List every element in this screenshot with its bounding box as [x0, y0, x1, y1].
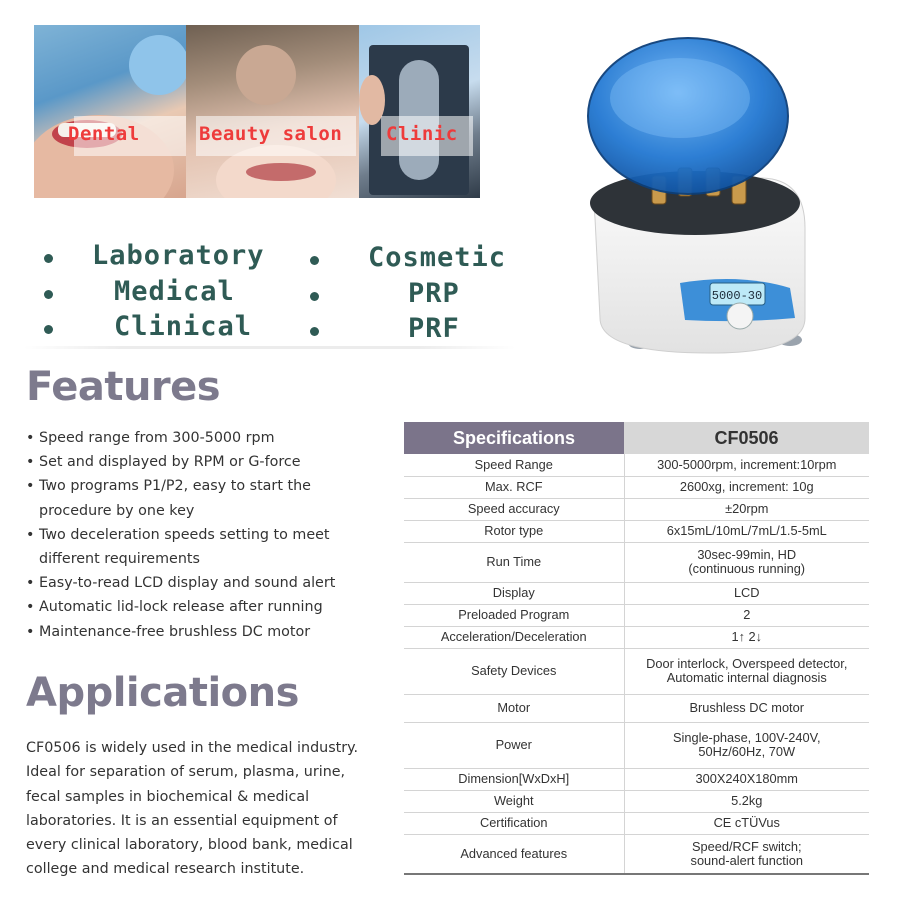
spec-row [404, 834, 869, 874]
lcd-readout: 5000-30 [711, 289, 763, 303]
spec-key: Display [404, 582, 624, 604]
spec-body [404, 454, 869, 874]
beauty-salon-photo [186, 25, 359, 198]
bullet-dot [44, 254, 53, 263]
spec-row [404, 520, 869, 542]
specifications-table [404, 422, 869, 875]
dental-photo [34, 25, 186, 198]
spec-value: Door interlock, Overspeed detector, Automatic internal diagnosis [624, 648, 869, 694]
spec-key: Dimension[WxDxH] [404, 768, 624, 790]
bullet-dot [310, 327, 319, 336]
spec-row [404, 790, 869, 812]
spec-value: CE cTÜVus [624, 812, 869, 834]
use-cosmetic: Cosmetic [368, 242, 507, 273]
spec-row [404, 812, 869, 834]
spec-row [404, 476, 869, 498]
use-medical: Medical [114, 276, 235, 307]
features-list [26, 426, 386, 644]
spec-value: 6x15mL/10mL/7mL/1.5-5mL [624, 520, 869, 542]
feature-item: • Set and displayed by RPM or G-force [26, 450, 386, 474]
spec-key: Acceleration/Deceleration [404, 626, 624, 648]
application-banner [34, 25, 480, 198]
spec-row [404, 626, 869, 648]
spec-row [404, 648, 869, 694]
spec-row [404, 722, 869, 768]
spec-key: Power [404, 722, 624, 768]
spec-row [404, 604, 869, 626]
bullet-dot [310, 292, 319, 301]
spec-row [404, 542, 869, 582]
spec-key: Certification [404, 812, 624, 834]
use-prf: PRF [408, 313, 460, 344]
clinic-photo [359, 25, 480, 198]
spec-row [404, 582, 869, 604]
feature-item: • Speed range from 300-5000 rpm [26, 426, 386, 450]
applications-text: CF0506 is widely used in the medical industry. Ideal for separation of serum, plasma, urine, fecal samples in biochemical & medical laboratories. It is an essential equipment of every clinical laboratory, blood bank, medical college and medical research institute. [26, 740, 359, 878]
spec-value: 5.2kg [624, 790, 869, 812]
spec-header-label: Specifications [404, 422, 624, 454]
spec-value: 300-5000rpm, increment:10rpm [624, 454, 869, 476]
feature-item: • Two programs P1/P2, easy to start the procedure by one key [26, 474, 386, 522]
spec-value: LCD [624, 582, 869, 604]
spec-key: Run Time [404, 542, 624, 582]
spec-key: Rotor type [404, 520, 624, 542]
spec-value: 2 [624, 604, 869, 626]
spec-value: ±20rpm [624, 498, 869, 520]
bullet-dot [44, 290, 53, 299]
feature-item: • Maintenance-free brushless DC motor [26, 620, 386, 644]
spec-row [404, 694, 869, 722]
spec-row [404, 454, 869, 476]
feature-item: • Two deceleration speeds setting to meet different requirements [26, 523, 386, 571]
spec-row [404, 768, 869, 790]
spec-key: Safety Devices [404, 648, 624, 694]
spec-value: Single-phase, 100V-240V, 50Hz/60Hz, 70W [624, 722, 869, 768]
spec-key: Advanced features [404, 834, 624, 874]
bullet-dot [44, 325, 53, 334]
feature-item: • Easy-to-read LCD display and sound alert [26, 571, 386, 595]
spec-row [404, 498, 869, 520]
spec-key: Max. RCF [404, 476, 624, 498]
spec-key: Weight [404, 790, 624, 812]
centrifuge-product-image [560, 28, 820, 358]
divider [24, 346, 516, 349]
applications-heading: Applications [26, 670, 299, 716]
use-clinical: Clinical [114, 311, 253, 342]
spec-header-model: CF0506 [624, 422, 869, 454]
spec-value: Brushless DC motor [624, 694, 869, 722]
banner-label-clinic: Clinic [386, 123, 458, 145]
spec-key: Preloaded Program [404, 604, 624, 626]
spec-value: 1↑ 2↓ [624, 626, 869, 648]
use-laboratory: Laboratory [92, 240, 265, 271]
spec-key: Speed accuracy [404, 498, 624, 520]
spec-value: 300X240X180mm [624, 768, 869, 790]
use-cases [24, 236, 516, 352]
spec-key: Speed Range [404, 454, 624, 476]
spec-key: Motor [404, 694, 624, 722]
spec-value: 2600xg, increment: 10g [624, 476, 869, 498]
spec-value: Speed/RCF switch; sound-alert function [624, 834, 869, 874]
use-prp: PRP [408, 278, 460, 309]
feature-item: • Automatic lid-lock release after running [26, 595, 386, 619]
banner-label-dental: Dental [68, 123, 140, 145]
features-heading: Features [26, 364, 221, 410]
bullet-dot [310, 256, 319, 265]
banner-label-beauty-salon: Beauty salon [199, 123, 343, 145]
spec-value: 30sec-99min, HD (continuous running) [624, 542, 869, 582]
